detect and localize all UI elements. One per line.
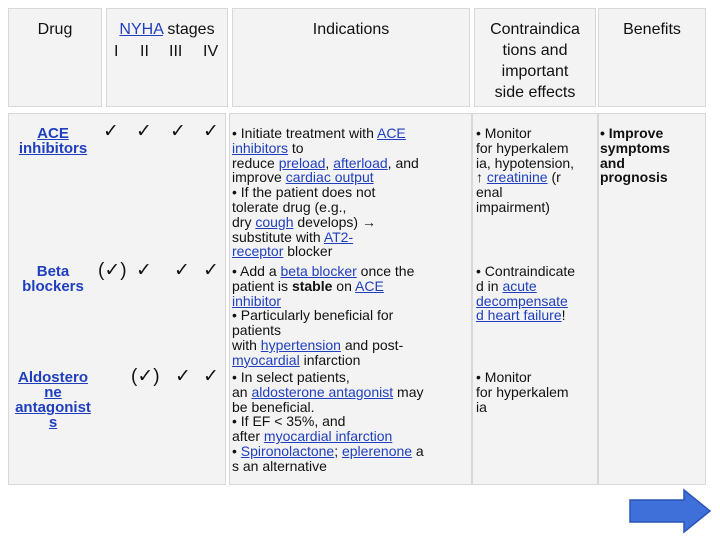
indication-line <box>232 429 424 444</box>
indication-line <box>232 370 424 385</box>
stage-3: III <box>169 43 183 60</box>
indication-line <box>232 215 419 230</box>
text-segment: once the <box>356 263 415 279</box>
contra-ace <box>476 126 574 215</box>
indication-line <box>232 444 424 459</box>
text-segment: dry <box>232 213 256 230</box>
term-link[interactable]: creatinine <box>486 169 548 186</box>
term-link[interactable]: aldosterone antagonist <box>251 383 394 400</box>
tick-ald-3: ✓ <box>203 366 219 387</box>
text-segment: ia, hypotension, <box>476 154 575 171</box>
benefit-line-1: • Improve <box>600 125 664 141</box>
term-link[interactable]: AT2- <box>323 228 354 245</box>
text-segment: enal <box>476 184 503 201</box>
contra-line <box>476 141 574 156</box>
tick-beta-2: ✓ <box>136 260 152 281</box>
drug-aldosterone[interactable] <box>8 370 98 430</box>
drug-ald-line4: s <box>48 414 58 431</box>
term-link[interactable]: cardiac output <box>285 169 374 186</box>
text-segment: develops) → <box>293 213 376 230</box>
contra-line-4: side effects <box>494 84 576 101</box>
text-segment: for hyperkalem <box>476 139 569 156</box>
contra-line <box>476 126 574 141</box>
contra-line <box>476 308 575 323</box>
text-segment: with <box>232 336 261 353</box>
text-segment: and post- <box>340 336 404 353</box>
term-link[interactable]: eplerenone <box>341 442 413 459</box>
tick-beta-4: ✓ <box>203 260 219 281</box>
text-segment: • Particularly beneficial for <box>232 307 394 324</box>
tick-ald-2: ✓ <box>175 366 191 387</box>
text-segment: ia <box>476 398 487 415</box>
text-segment: after <box>232 428 264 445</box>
text-segment: to <box>288 139 304 156</box>
drug-beta-line2: blockers <box>22 278 84 295</box>
header-indications <box>232 8 470 107</box>
text-segment: • If the patient does not <box>232 184 376 201</box>
tick-beta-3: ✓ <box>174 260 190 281</box>
text-segment: may <box>393 383 424 400</box>
contra-line <box>476 156 574 171</box>
drug-ace[interactable] <box>8 126 98 156</box>
text-segment: blocker <box>283 243 333 260</box>
term-link[interactable]: ACE <box>355 277 384 294</box>
term-link[interactable]: d heart failure <box>476 307 562 324</box>
header-contraindications <box>474 8 596 107</box>
indication-line <box>232 244 419 259</box>
text-segment: ! <box>561 307 566 324</box>
drug-ace-line1: ACE <box>37 125 69 142</box>
indication-line <box>232 264 414 279</box>
text-segment: • Monitor <box>476 125 532 141</box>
indication-line <box>232 141 419 156</box>
indication-line <box>232 400 424 415</box>
term-link[interactable]: beta blocker <box>280 263 357 279</box>
text-segment: • Contraindicate <box>476 263 576 279</box>
text-segment: • If EF < 35%, and <box>232 413 346 430</box>
drug-ald-line2: ne <box>44 384 62 401</box>
contra-line <box>476 279 575 294</box>
text-segment: , and <box>387 154 419 171</box>
indication-line <box>232 230 419 245</box>
indications-ace <box>232 126 419 259</box>
header-nyha-label <box>107 19 227 40</box>
indication-line <box>232 338 414 353</box>
tick-ace-4: ✓ <box>203 121 219 142</box>
drug-beta[interactable] <box>8 264 98 294</box>
term-link[interactable]: inhibitor <box>232 292 282 309</box>
term-link[interactable]: Spironolactone <box>240 442 335 459</box>
indication-line <box>232 126 419 141</box>
tick-ace-1: ✓ <box>103 121 119 142</box>
benefit-line-4: prognosis <box>600 169 668 186</box>
tick-ace-3: ✓ <box>170 121 186 142</box>
term-link[interactable]: decompensate <box>476 292 568 309</box>
header-benefits-label: Benefits <box>623 21 681 38</box>
contra-line <box>476 370 569 385</box>
indication-line <box>232 170 419 185</box>
benefit-line-3: and <box>600 154 625 171</box>
contra-line <box>476 294 575 309</box>
text-segment: an <box>232 383 252 400</box>
indication-line <box>232 279 414 294</box>
text-segment: • In select patients, <box>232 369 350 385</box>
drug-ald-line1: Aldostero <box>17 369 88 386</box>
text-segment: impairment) <box>476 198 550 215</box>
term-link[interactable]: inhibitors <box>232 139 289 156</box>
text-segment: (r <box>547 169 561 186</box>
term-link[interactable]: hypertension <box>260 336 341 353</box>
contra-line-2: tions and <box>502 42 568 59</box>
indication-line <box>232 185 419 200</box>
nyha-link[interactable]: NYHA <box>119 21 163 38</box>
text-segment: substitute with <box>232 228 324 245</box>
contra-line-3: important <box>501 63 569 80</box>
term-link[interactable]: afterload <box>333 154 388 171</box>
nyha-rest: stages <box>162 21 215 38</box>
contra-line <box>476 185 574 200</box>
term-link[interactable]: myocardial infarction <box>263 428 393 445</box>
contra-aldosterone <box>476 370 569 414</box>
text-segment: ; <box>334 442 342 459</box>
indication-line <box>232 353 414 368</box>
contra-line-1: Contraindica <box>490 21 580 38</box>
indication-line <box>232 294 414 309</box>
indication-line <box>232 414 424 429</box>
drug-beta-line1: Beta <box>36 263 70 280</box>
stage-4: IV <box>203 43 219 60</box>
drug-ace-line2: inhibitors <box>18 140 88 157</box>
header-benefits <box>598 8 706 107</box>
benefits-ace <box>600 126 670 185</box>
text-segment: stable <box>291 277 333 294</box>
indication-line <box>232 459 424 474</box>
text-segment: • Monitor <box>476 369 532 385</box>
contra-line <box>476 385 569 400</box>
contra-line <box>476 400 569 415</box>
contra-line <box>476 200 574 215</box>
header-drug-label: Drug <box>37 21 73 38</box>
term-link[interactable]: receptor <box>232 243 284 260</box>
text-segment: on <box>332 277 355 294</box>
tick-ald-1: (✓) <box>131 366 160 387</box>
text-segment: d in <box>476 277 503 294</box>
indication-line <box>232 156 419 171</box>
header-indications-label: Indications <box>312 21 390 38</box>
indication-line <box>232 200 419 215</box>
contra-beta <box>476 264 575 323</box>
contra-line <box>476 264 575 279</box>
drug-ald-line3: antagonist <box>15 399 91 416</box>
text-segment: reduce <box>232 154 279 171</box>
text-segment: improve <box>232 169 286 186</box>
tick-beta-1: (✓) <box>98 260 127 281</box>
contra-line <box>476 170 574 185</box>
header-nyha <box>106 8 228 107</box>
text-segment: s an alternative <box>232 457 327 474</box>
stage-1: I <box>114 43 119 60</box>
term-link[interactable]: cough <box>255 213 294 230</box>
term-link[interactable]: ACE <box>376 125 406 141</box>
tick-ace-2: ✓ <box>136 121 152 142</box>
text-segment: be beneficial. <box>232 398 315 415</box>
stage-2: II <box>140 43 149 60</box>
term-link[interactable]: acute <box>502 277 537 294</box>
term-link[interactable]: myocardial <box>232 351 300 368</box>
right-arrow-icon[interactable] <box>628 488 712 534</box>
text-segment: • Initiate treatment with <box>232 125 377 141</box>
indication-line <box>232 308 414 323</box>
text-segment: ↑ <box>476 169 487 186</box>
text-segment: tolerate drug (e.g., <box>232 198 347 215</box>
text-segment: • <box>232 442 241 459</box>
text-segment: • Add a <box>232 263 281 279</box>
indication-line <box>232 323 414 338</box>
benefit-line-2: symptoms <box>600 139 671 156</box>
text-segment: , <box>325 154 334 171</box>
term-link[interactable]: preload <box>278 154 326 171</box>
indications-beta <box>232 264 414 368</box>
text-segment: patients <box>232 322 282 339</box>
header-drug <box>8 8 102 107</box>
text-segment: a <box>412 442 424 459</box>
text-segment: patient is <box>232 277 292 294</box>
indication-line <box>232 385 424 400</box>
text-segment: for hyperkalem <box>476 383 569 400</box>
text-segment: infarction <box>299 351 361 368</box>
indications-aldosterone <box>232 370 424 474</box>
